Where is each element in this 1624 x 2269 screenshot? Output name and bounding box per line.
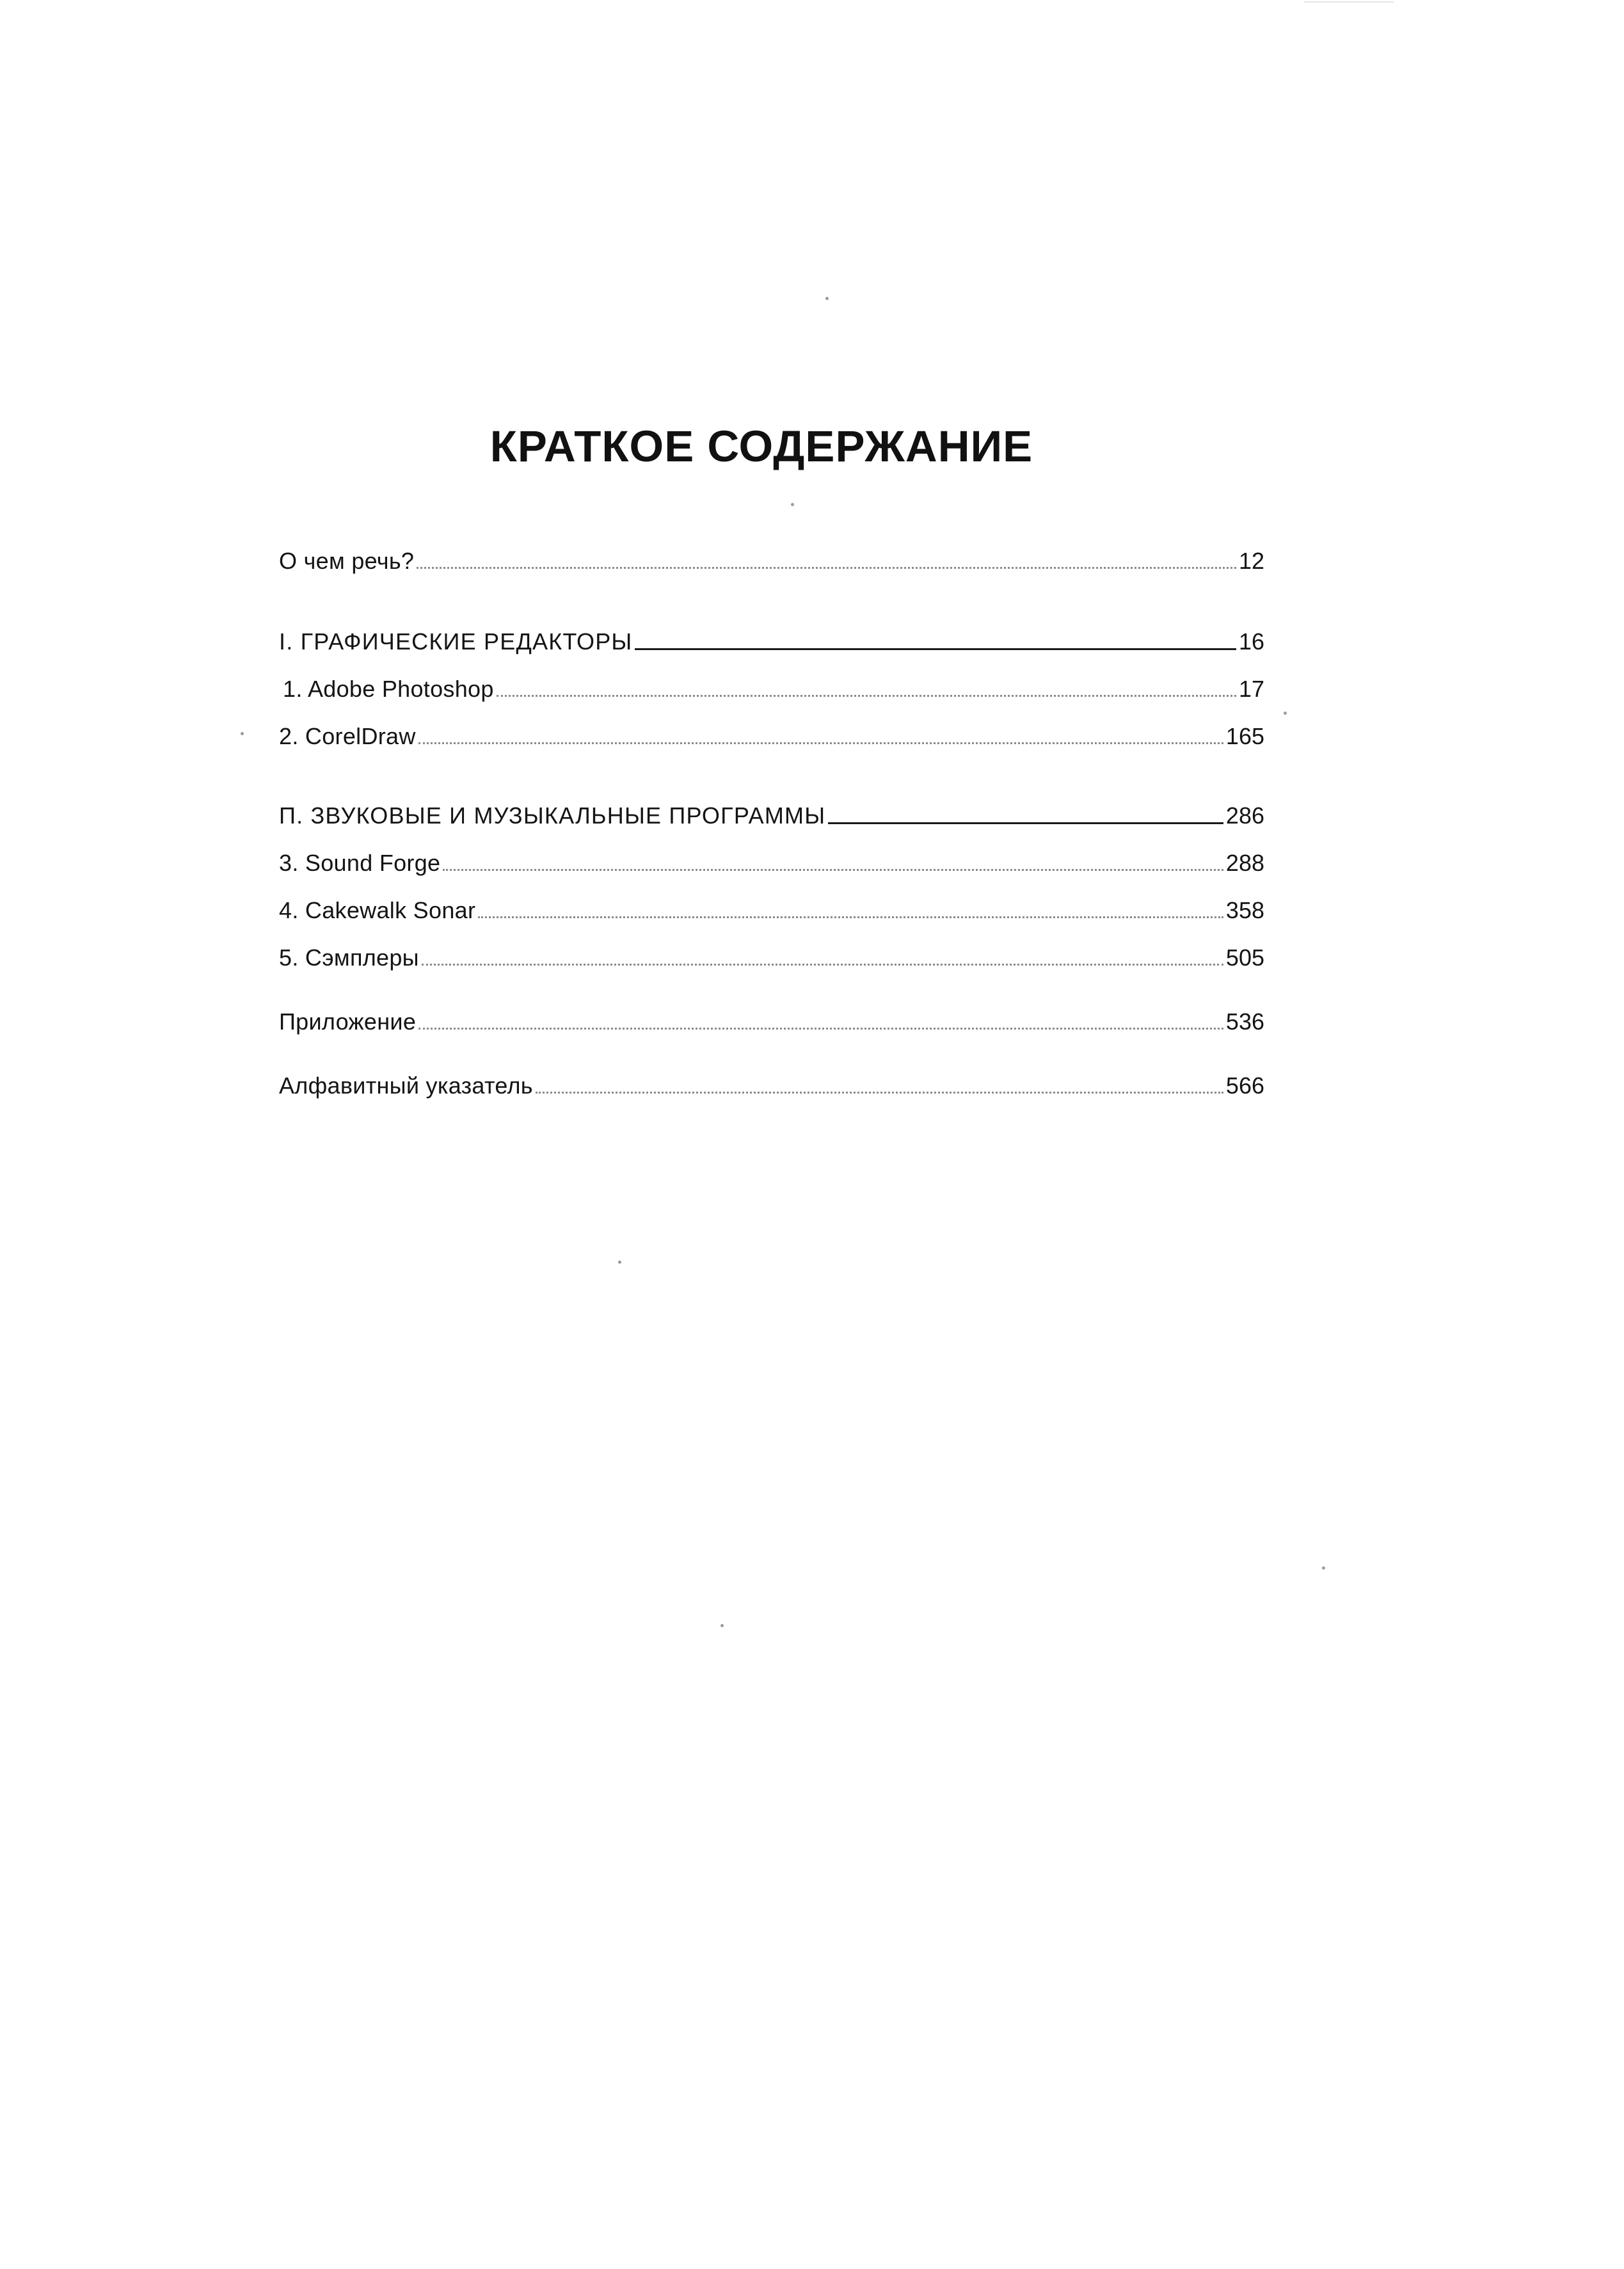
dot-leader bbox=[478, 916, 1223, 918]
toc-entry-page: 17 bbox=[1238, 676, 1264, 702]
toc-entry-index[interactable] bbox=[279, 1066, 1264, 1099]
dot-leader bbox=[418, 1028, 1223, 1030]
toc-section-graphics[interactable] bbox=[279, 622, 1264, 655]
toc-entry-cakewalk-sonar[interactable] bbox=[279, 891, 1264, 924]
toc-entry-page: 288 bbox=[1225, 850, 1264, 876]
rule-leader bbox=[828, 822, 1223, 824]
toc-entry-sound-forge[interactable] bbox=[279, 843, 1264, 877]
toc-entry-coreldraw[interactable] bbox=[279, 717, 1264, 750]
toc-entry-label: 1. Adobe Photoshop bbox=[283, 676, 494, 702]
toc-entry-label: Алфавитный указатель bbox=[279, 1072, 533, 1099]
toc-entry-page: 12 bbox=[1238, 548, 1264, 574]
dot-leader bbox=[417, 567, 1236, 569]
toc-entry-label: Приложение bbox=[279, 1008, 417, 1035]
toc-entry-page: 566 bbox=[1225, 1072, 1264, 1099]
toc-section-audio[interactable] bbox=[279, 796, 1264, 829]
toc-entry-label: 5. Сэмплеры bbox=[279, 944, 419, 971]
dot-leader bbox=[536, 1092, 1223, 1094]
toc-entry-label: 4. Cakewalk Sonar bbox=[279, 897, 476, 923]
toc-entry-appendix[interactable] bbox=[279, 1002, 1264, 1035]
toc-entry-page: 358 bbox=[1225, 897, 1264, 923]
toc-entry-photoshop[interactable] bbox=[279, 669, 1264, 703]
toc-entry-label: О чем речь? bbox=[279, 548, 415, 574]
toc-entry-samplers[interactable] bbox=[279, 938, 1264, 971]
toc-entry-page: 286 bbox=[1225, 802, 1264, 829]
toc-entry-page: 165 bbox=[1225, 723, 1264, 749]
toc-entry-label: I. ГРАФИЧЕСКИЕ РЕДАКТОРЫ bbox=[279, 628, 633, 655]
dot-leader bbox=[497, 695, 1236, 697]
dot-leader bbox=[422, 964, 1223, 966]
toc-entry-intro[interactable] bbox=[279, 541, 1264, 575]
toc-entry-page: 536 bbox=[1225, 1008, 1264, 1035]
dot-leader bbox=[443, 869, 1223, 871]
toc-entry-page: 16 bbox=[1238, 628, 1264, 655]
toc-entry-label: П. ЗВУКОВЫЕ И МУЗЫКАЛЬНЫЕ ПРОГРАММЫ bbox=[279, 802, 826, 829]
rule-leader bbox=[635, 648, 1236, 650]
toc-entry-label: 3. Sound Forge bbox=[279, 850, 441, 876]
toc-entry-label: 2. CorelDraw bbox=[279, 723, 416, 749]
toc-entry-page: 505 bbox=[1225, 944, 1264, 971]
dot-leader bbox=[418, 742, 1223, 744]
page-title: КРАТКОЕ СОДЕРЖАНИЕ bbox=[490, 422, 1033, 472]
